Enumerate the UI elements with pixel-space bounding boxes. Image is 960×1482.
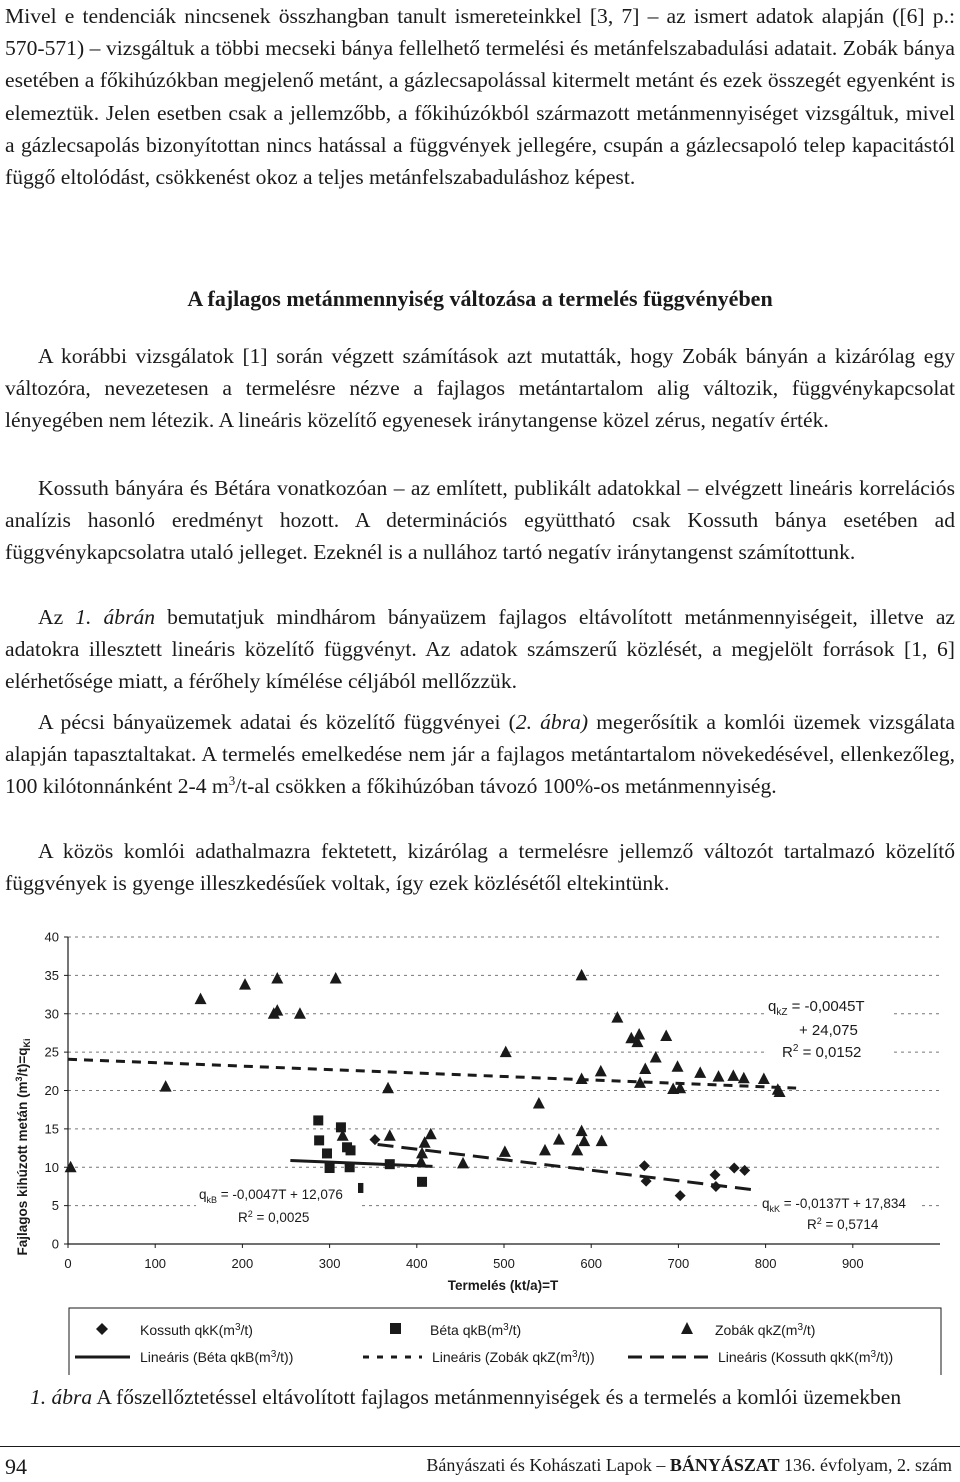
kossuth-point [675,1190,686,1201]
beta-point [336,1122,346,1132]
zobak-point [384,1129,396,1141]
y-tick-label: 15 [44,1121,59,1137]
journal-section: BÁNYÁSZAT [669,1455,780,1475]
kossuth-eq: $q_{kK} = -0,0137T + 17,834$ [762,1196,906,1214]
zobak-point [195,993,207,1005]
figure-1-reference: 1. ábrán [75,605,156,629]
zobak-point [650,1051,662,1063]
beta-point [417,1177,427,1187]
zobak-point [239,978,251,990]
legend-kossuth-label: Kossuth $qkK(m^3/t)$ [140,1322,253,1338]
legend-kossuth-marker [96,1323,108,1335]
beta-point [346,1145,356,1155]
zobak-point [330,972,342,984]
x-tick-label: 300 [318,1256,341,1271]
zobak-eq-line2: + 24,075 [799,1022,858,1039]
paragraph-2: Kossuth bányára és Bétára vonatkozóan – az említett, publikált adatokkal – elvégzett lineáris korrelációs analízis hasonló eredményt hozott. A determinációs együttható csak Kossuth bánya esetében ad függvénykapcsolatra utaló jelleget. Ezeknél is a nullához tartó negatív iránytangenst számítottunk. [5,476,955,565]
zobak-point [578,1135,590,1147]
zobak-point [639,1063,651,1075]
x-tick-label: 500 [493,1256,515,1271]
kossuth-point [639,1160,650,1171]
zobak-point [416,1147,428,1159]
x-tick-label: 600 [580,1256,603,1271]
fit-line [68,1059,796,1088]
y-tick-label: 0 [51,1236,59,1252]
y-tick-label: 10 [44,1159,59,1175]
kossuth-annotation [758,1189,920,1239]
paragraph-5: A közös komlói adathalmazra fektetett, kizárólag a termelésre jellemző változót tartalmazó közelítő függvények is gyenge illeszkedésűek voltak, így ezek közlésétől eltekintünk. [5,839,955,896]
figure-caption-ref: 1. ábra [30,1385,93,1409]
figure-caption [30,1385,901,1410]
zobak-point [533,1097,545,1109]
x-tick-label: 200 [231,1256,254,1271]
paragraph-4-end: /t-al csökken a főkihúzóban távozó 100%-os metánmennyiség. [235,774,777,799]
beta-point [322,1148,332,1158]
beta-point [314,1135,324,1145]
x-tick-label: 800 [754,1256,777,1271]
x-tick-label: 100 [144,1256,167,1271]
zobak-point [633,1028,645,1040]
x-tick-label: 400 [405,1256,428,1271]
y-tick-label: 25 [44,1044,59,1060]
zobak-point [553,1133,565,1145]
legend-kossuth-fit-label: Lineáris (Kossuth $qkK(m^3/t)$) [718,1349,894,1365]
legend-zobak-label: Zobák $qkZ(m^3/t)$ [715,1322,816,1338]
zobak-point [425,1128,437,1140]
zobak-point [271,972,283,984]
zobak-point [382,1082,394,1094]
zobak-eq-line1: $q_{kZ} = -0,0045T$ [768,998,865,1018]
zobak-r2: $R^2 = 0,0152$ [782,1043,862,1061]
journal-name: Bányászati és Kohászati Lapok – [426,1455,670,1475]
points-layer [65,969,786,1201]
x-tick-label: 900 [841,1256,864,1271]
page-number: 94 [5,1454,27,1479]
zobak-point [576,1125,588,1137]
zobak-point [65,1161,77,1173]
y-tick-label: 5 [51,1198,59,1214]
journal-volume: 136. évfolyam, 2. szám [779,1455,952,1475]
zobak-point [672,1060,684,1072]
zobak-point [738,1072,750,1084]
beta-eq: $q_{kB} = -0,0047T + 12,076$ [199,1187,343,1205]
paragraph-3-start: Az [38,605,76,629]
legend-zobak-fit-label: Lineáris (Zobák $qkZ(m^3/t)$) [432,1349,595,1365]
zobak-point [758,1072,770,1084]
zobak-point [611,1011,623,1023]
legend-zobak-marker [681,1322,693,1334]
figure-caption-text: A főszellőztetéssel eltávolított fajlagos metánmennyiségek és a termelés a komlói üzemekben [92,1385,902,1409]
paragraph-3-rest: bemutatjuk mindhárom bányaüzem fajlagos eltávolított metánmennyiségeit, illetve az adatokra illesztett lineáris közelítő függvényt. Az adatok számszerű közlését, a megjelölt források [1, 6] elérhetősége miatt, a férőhely kímélése céljából mellőzzük. [5,605,956,694]
beta-r2: $R^2 = 0,0025$ [238,1209,310,1225]
fit-line [378,1144,766,1191]
y-tick-label: 40 [44,929,59,945]
beta-point [345,1162,355,1172]
zobak-point [660,1030,672,1042]
paragraph-4-middle: megerősítik a komlói üzemek vizsgálata alapján tapasztaltakat. A termelés emelkedése nem jár a fajlagos metántartalom növekedésével, ellenkezőleg, 100 kilótonnánként 2-4 m [5,710,955,799]
footer-rule [0,1446,960,1447]
chart-legend [69,1308,941,1375]
kossuth-point [729,1163,740,1174]
paragraph-4-superscript: 3 [228,773,236,789]
y-axis-label-sup: 3 [14,1076,24,1082]
journal-footer [426,1455,952,1476]
paragraph-4-start: A pécsi bányaüzemek adatai és közelítő függvényei ( [38,710,516,734]
zobak-point [160,1080,172,1092]
y-axis-label [14,1039,32,1256]
y-axis-label-a: Fajlagos kihúzott metán (m [15,1081,30,1256]
paragraph-4 [5,706,955,803]
x-tick-label: 0 [64,1256,72,1271]
y-tick-label: 30 [44,1006,59,1022]
fit-line [290,1161,432,1167]
kossuth-point [739,1165,750,1176]
legend-beta-fit-label: Lineáris (Béta $qkB(m^3/t)$) [140,1349,294,1365]
figure-1-chart [0,925,960,1375]
beta-annotation [196,1182,358,1232]
intro-paragraph: Mivel e tendenciák nincsenek összhangban tanult ismereteinkkel [3, 7] – az ismert adatok alapján ([6] p.: 570-571) – vizsgáltuk a többi mecseki bánya fellelhető termelési és metánfelszabadulási adatait. Zobák bánya esetében a főkihúzókban megjelenő metánt, a gázlecsapolással kitermelt metánt és ezek összegét egyenként is elemeztük. Jelen esetben csak a jellemzőbb, a főkihúzókból származott metánmennyiséget vizsgáltuk, mivel a gázlecsapolás bizonyítottan nincs hatással a függvények jellegére, csupán a gázlecsapoló telep kapacitástól függő eltolódást, csökkenést okoz a teljes metánfelszabaduláshoz képest. [5,4,955,190]
figure-2-reference: 2. ábra) [515,710,589,734]
legend-beta-marker [390,1323,401,1334]
zobak-point [713,1070,725,1082]
zobak-point [539,1144,551,1156]
zobak-point [499,1145,511,1157]
legend-beta-label: Béta $qkB(m^3/t)$ [430,1322,522,1338]
zobak-point [596,1135,608,1147]
beta-point [325,1163,335,1173]
y-tick-label: 20 [44,1083,59,1098]
beta-point [385,1159,395,1169]
beta-point [313,1115,323,1125]
fit-line-layer [68,1059,796,1191]
y-tick-label: 35 [44,967,59,983]
zobak-point [727,1069,739,1081]
kossuth-point [710,1181,721,1192]
zobak-point [500,1046,512,1058]
x-axis-label: Termelés (kt/a)=T [447,1278,559,1293]
y-axis-label-sub: Ki [22,1038,32,1048]
zobak-point [694,1066,706,1078]
grid-layer [68,937,940,1206]
kossuth-r2: $R^2 = 0,5714$ [807,1216,879,1232]
kossuth-point [710,1169,721,1180]
zobak-point [576,969,588,981]
zobak-point [595,1065,607,1077]
paragraph-3 [5,601,955,698]
section-heading: A fajlagos metánmennyiség változása a termelés függvényében [187,286,773,311]
x-tick-label: 700 [667,1256,690,1271]
zobak-point [294,1007,306,1019]
zobak-point [457,1157,469,1169]
zobak-annotation [766,985,891,1071]
y-axis-label-b: /t)=q [15,1047,30,1077]
paragraph-1: A korábbi vizsgálatok [1] során végzett számítások azt mutatták, hogy Zobák bányán a kizárólag egy változóra, nevezetesen a termelésre nézve a fajlagos metántartalom alig változik, függvénykapcsolat lényegében nem létezik. A lineáris közelítő egyenesek iránytangense közel zérus, negatív érték. [5,344,955,433]
